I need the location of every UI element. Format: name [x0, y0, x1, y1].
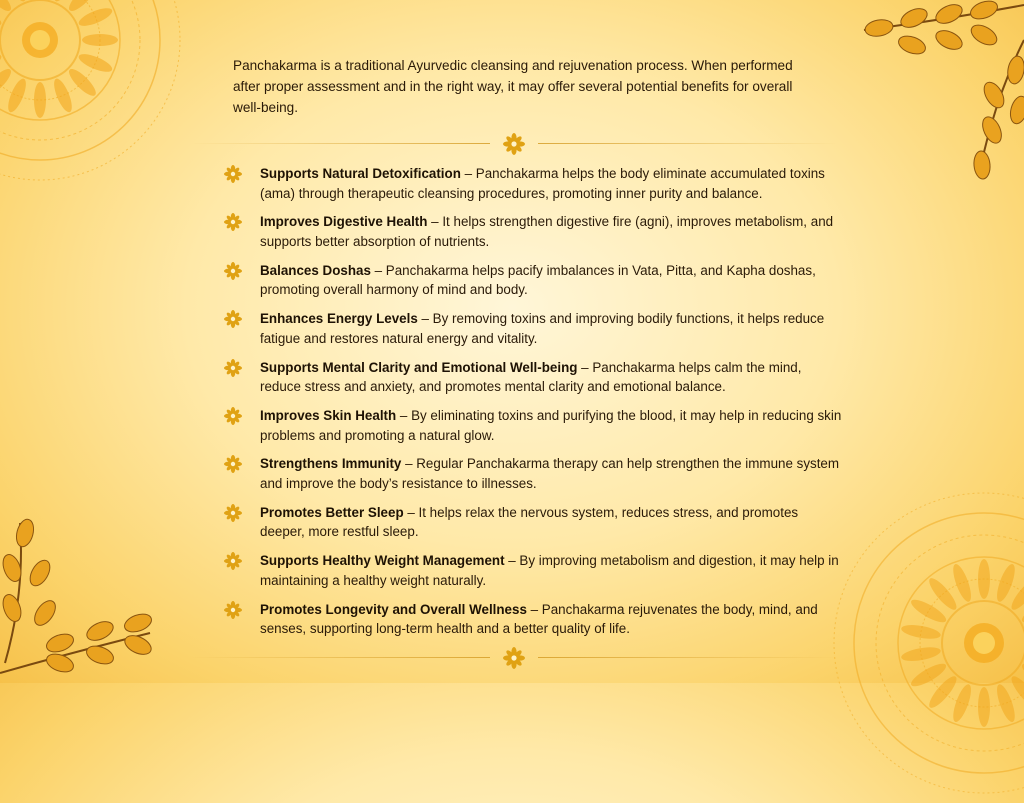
benefit-title: Enhances Energy Levels: [260, 311, 418, 327]
lotus-icon: [503, 133, 525, 155]
mandala-petal: [978, 687, 990, 727]
benefit-text: [260, 164, 844, 203]
mandala-petal: [925, 575, 960, 613]
benefit-title: Improves Digestive Health: [260, 214, 428, 230]
benefit-item: [224, 212, 844, 260]
mandala-petal: [5, 77, 30, 115]
mandala-petal: [0, 0, 15, 15]
benefit-text: [260, 551, 844, 590]
flower-icon: [224, 213, 242, 236]
leaf-branch-icon: [0, 513, 160, 683]
leaf-branch-icon: [824, 0, 1024, 190]
benefit-title: Strengthens Immunity: [260, 456, 402, 472]
benefit-item: [224, 600, 844, 648]
benefit-title: Improves Skin Health: [260, 407, 397, 423]
mandala-petal: [925, 673, 960, 711]
mandala-petal: [900, 623, 941, 642]
benefit-text: [260, 600, 844, 639]
benefit-description: – Panchakarma helps calm the mind, reduce stress and anxiety, and promotes mental clarity and emotional balance.: [260, 359, 802, 395]
benefit-description: – By removing toxins and improving bodily functions, it helps reduce fatigue and restores natural energy and vitality.: [260, 311, 825, 346]
mandala-icon: [0, 0, 190, 190]
benefit-description: – It helps relax the nervous system, reduces stress, and promotes deeper, more restful sleep.: [260, 504, 799, 540]
mandala-petal: [51, 0, 76, 3]
benefit-title: Supports Healthy Weight Management: [260, 553, 505, 569]
benefit-item: [224, 551, 844, 599]
benefit-description: – Panchakarma rejuvenates the body, mind, and senses, supporting long-term health and a better quality of life.: [260, 601, 818, 637]
mandala-petal: [1019, 596, 1024, 626]
mandala-petal: [51, 77, 76, 115]
intro-paragraph: Panchakarma is a traditional Ayurvedic cleansing and rejuvenation process. When performed after proper assessment and in the right way, it may offer several potential benefits for overall well-being.: [233, 58, 793, 115]
benefit-item: [224, 406, 844, 454]
mandala-petal: [950, 562, 975, 604]
benefit-title: Balances Doshas: [260, 262, 371, 278]
benefit-item: [224, 309, 844, 357]
mandala-petal: [993, 562, 1018, 604]
flower-icon: [224, 504, 242, 527]
mandala-petal: [65, 0, 99, 15]
mandala-icon: [824, 483, 1024, 803]
flower-icon: [224, 165, 242, 188]
mandala-petal: [82, 34, 118, 46]
benefit-title: Supports Natural Detoxification: [260, 166, 461, 181]
mandala-petal: [908, 596, 949, 626]
flower-icon: [224, 359, 242, 382]
benefit-item: [224, 454, 844, 502]
mandala-petal: [908, 660, 949, 690]
mandala-petal: [77, 5, 115, 30]
benefit-description: – Regular Panchakarma therapy can help strengthen the immune system and improve the body’s resistance to illnesses.: [260, 456, 840, 491]
mandala-petal: [1008, 575, 1024, 613]
mandala-petal: [0, 65, 15, 99]
divider-top: [190, 133, 838, 155]
mandala-petal: [1008, 673, 1024, 711]
flower-icon: [224, 552, 242, 575]
benefit-item: [224, 164, 844, 212]
benefit-text: [260, 454, 844, 493]
benefit-description: – It helps strengthen digestive fire (agni), improves metabolism, and supports better absorption of nutrients.: [260, 214, 834, 249]
mandala-petal: [65, 65, 99, 99]
benefit-item: [224, 503, 844, 551]
flower-icon: [224, 310, 242, 333]
benefit-description: – By eliminating toxins and purifying the blood, it may help in reducing skin problems and promoting a natural glow.: [260, 407, 842, 443]
mandala-petal: [950, 682, 975, 724]
mandala-petal: [34, 82, 46, 118]
flower-icon: [224, 601, 242, 624]
mandala-petal: [77, 51, 115, 76]
benefit-description: – Panchakarma helps pacify imbalances in Vata, Pitta, and Kapha doshas, promoting overall harmony of mind and body.: [260, 262, 816, 298]
benefit-text: [260, 503, 844, 542]
benefit-text: [260, 358, 844, 397]
benefit-text: [260, 261, 844, 300]
flower-icon: [224, 262, 242, 285]
benefit-description: – By improving metabolism and digestion, it may help in maintaining a healthy weight naturally.: [260, 553, 839, 588]
mandala-petal: [0, 51, 3, 76]
benefit-item: [224, 261, 844, 309]
flower-icon: [224, 407, 242, 430]
mandala-petal: [0, 5, 3, 30]
benefit-text: [260, 406, 844, 445]
divider-line: [538, 657, 838, 658]
mandala-petal: [900, 645, 941, 664]
benefit-text: [260, 309, 844, 348]
mandala-petal: [993, 682, 1018, 724]
lotus-icon: [503, 647, 525, 669]
benefits-list: [224, 164, 844, 648]
divider-bottom: [190, 647, 838, 669]
mandala-petal: [5, 0, 30, 3]
benefit-title: Promotes Longevity and Overall Wellness: [260, 601, 527, 617]
benefit-title: Supports Mental Clarity and Emotional Well-being: [260, 359, 578, 375]
flower-icon: [224, 455, 242, 478]
divider-line: [538, 143, 838, 144]
divider-line: [190, 657, 490, 658]
divider-line: [190, 143, 490, 144]
mandala-petal: [978, 559, 990, 599]
benefit-description: – Panchakarma helps the body eliminate accumulated toxins (ama) through therapeutic cleansing procedures, promoting inner purity and balance.: [260, 166, 825, 201]
mandala-petal: [1019, 660, 1024, 690]
benefit-item: [224, 358, 844, 406]
benefit-title: Promotes Better Sleep: [260, 504, 404, 520]
benefit-text: [260, 212, 844, 251]
